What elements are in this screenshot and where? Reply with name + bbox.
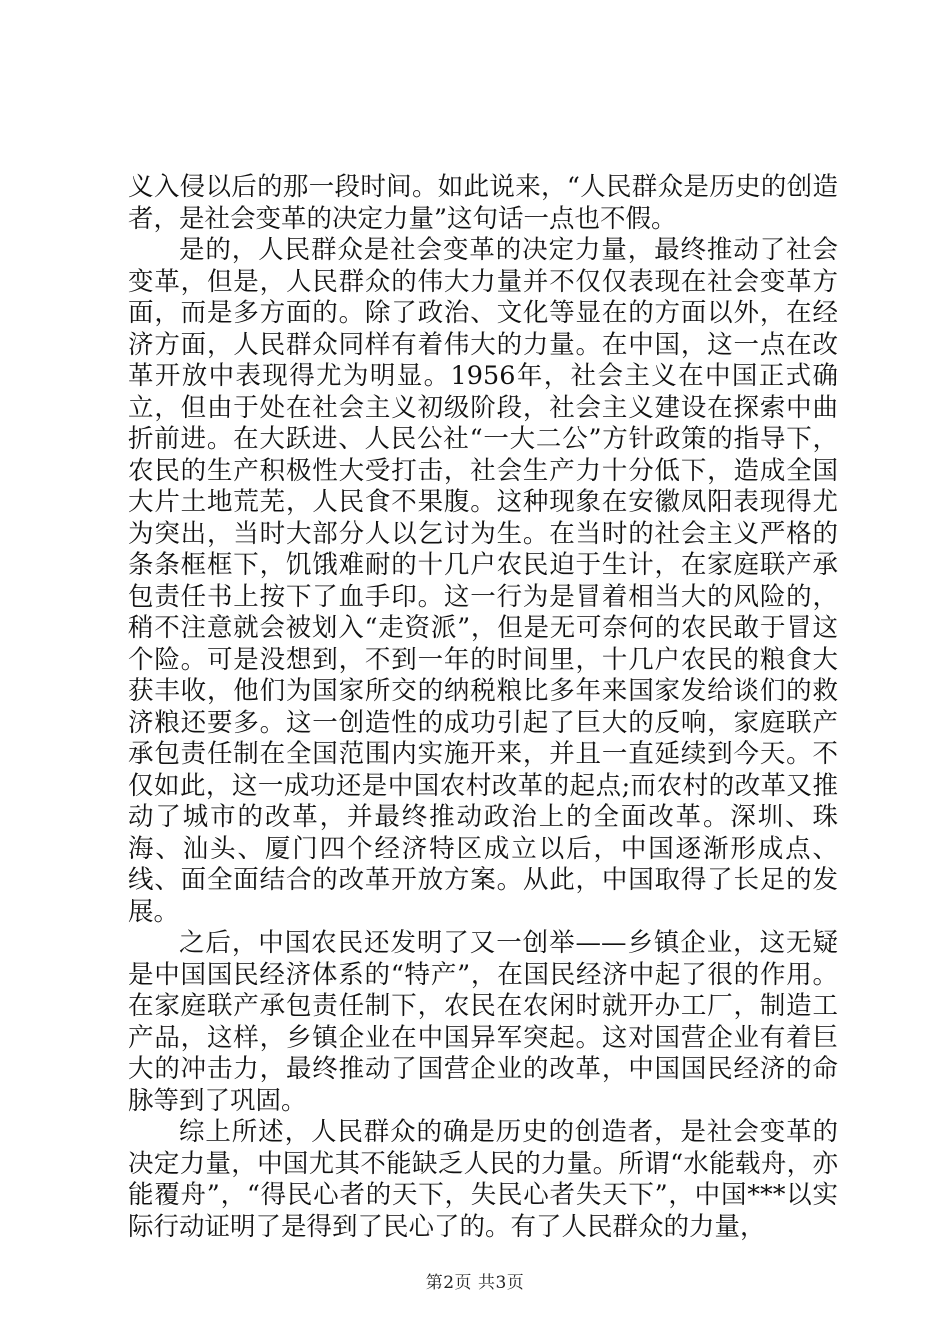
paragraph-3: 之后，中国农民还发明了又一创举——乡镇企业，这无疑是中国国民经济体系的“特产”，在国民经济中起了很的作用。在家庭联产承包责任制下，农民在农闲时就开办工厂，制造工产品，这样，乡镇企业在中国异军突起。这对国营企业有着巨大的冲击力，最终推动了国营企业的改革，中国国民经济的命脉等到了巩固。 (128, 928, 838, 1116)
page-number-footer: 第2页 共3页 (425, 1273, 525, 1293)
paragraph-1: 义入侵以后的那一段时间。如此说来，“人民群众是历史的创造者，是社会变革的决定力量”这句话一点也不假。 (128, 172, 838, 234)
body-text (128, 172, 838, 1243)
paragraph-4: 综上所述，人民群众的确是历史的创造者，是社会变革的决定力量，中国尤其不能缺乏人民的力量。所谓“水能载舟，亦能覆舟”，“得民心者的天下，失民心者失天下”，中国***以实际行动证明了是得到了民心了的。有了人民群众的力量， (128, 1117, 838, 1242)
paragraph-2: 是的，人民群众是社会变革的决定力量，最终推动了社会变革，但是，人民群众的伟大力量并不仅仅表现在社会变革方面，而是多方面的。除了政治、文化等显在的方面以外，在经济方面，人民群众同样有着伟大的力量。在中国，这一点在改革开放中表现得尤为明显。1956年，社会主义在中国正式确立，但由于处在社会主义初级阶段，社会主义建设在探索中曲折前进。在大跃进、人民公社“一大二公”方针政策的指导下，农民的生产积极性大受打击，社会生产力十分低下，造成全国大片土地荒芜，人民食不果腹。这种现象在安徽凤阳表现得尤为突出，当时大部分人以乞讨为生。在当时的社会主义严格的条条框框下，饥饿难耐的十几户农民迫于生计，在家庭联产承包责任书上按下了血手印。这一行为是冒着相当大的风险的，稍不注意就会被划入“走资派”，但是无可奈何的农民敢于冒这个险。可是没想到，不到一年的时间里，十几户农民的粮食大获丰收，他们为国家所交的纳税粮比多年来国家发给谈们的救济粮还要多。这一创造性的成功引起了巨大的反响，家庭联产承包责任制在全国范围内实施开来，并且一直延续到今天。不仅如此，这一成功还是中国农村改革的起点;而农村的改革又推动了城市的改革，并最终推动政治上的全面改革。深圳、珠海、汕头、厦门四个经济特区成立以后，中国逐渐形成点、线、面全面结合的改革开放方案。从此，中国取得了长足的发展。 (128, 235, 838, 927)
